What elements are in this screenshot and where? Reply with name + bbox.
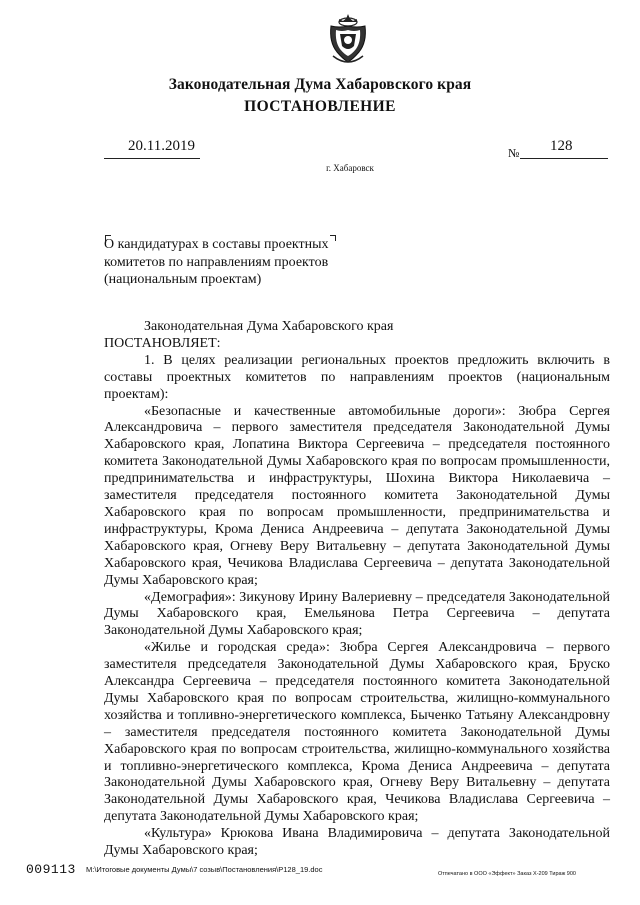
document-city: г. Хабаровск bbox=[326, 163, 374, 173]
body-paragraph: 1. В целях реализации региональных проектов предложить включить в составы проектных комитетов по направлениям проектов (национальным проектам): bbox=[104, 352, 610, 402]
coat-of-arms-icon bbox=[327, 12, 369, 68]
document-date: 20.11.2019 bbox=[128, 138, 195, 154]
date-underline bbox=[104, 158, 200, 159]
number-sign: № bbox=[508, 146, 520, 160]
document-type: ПОСТАНОВЛЕНИЕ bbox=[244, 98, 396, 115]
number-underline bbox=[520, 158, 608, 159]
footer-print-info: Отпечатано в ООО «Эффект» Заказ Х-209 Тираж 900 bbox=[438, 871, 576, 877]
footer-code: 009113 bbox=[26, 862, 76, 877]
subject-line: (национальным проектам) bbox=[104, 272, 262, 287]
resolution-word: ПОСТАНОВЛЯЕТ: bbox=[104, 335, 221, 351]
body-paragraph: «Безопасные и качественные автомобильные дороги»: Зюбра Сергея Александровича – первого заместителя председателя Законодательной Думы Хабаровского края, Лопатина Виктора Сергеевича – председателя постоянного комитета Законодательной Думы Хабаровского края по вопросам промышленности, предпринимательства и инфраструктуры, Шохина Виктора Николаевича – заместителя председателя постоянного комитета Законодательной Думы Хабаровского края по вопросам промышленности, предпринимательства и инфраструктуры, Крома Дениса Андреевича – депутата Законодательной Думы Хабаровского края, Огневу Веру Витальевну – депутата Законодательной Думы Хабаровского края, Чечикова Владислава Сергеевича – депутата Законодательной Думы Хабаровского края; bbox=[104, 403, 610, 588]
subject-line: комитетов по направлениям проектов bbox=[104, 254, 329, 270]
document-subject bbox=[104, 236, 354, 289]
body-paragraph: «Демография»: Зикунову Ирину Валериевну – председателя Законодательной Думы Хабаровского края, Емельянова Петра Сергеевича – депутата Законодательной Думы Хабаровского края; bbox=[104, 589, 610, 639]
body-paragraph: «Культура» Крюкова Ивана Владимировича – депутата Законодательной Думы Хабаровского края; bbox=[104, 826, 610, 859]
organization-title: Законодательная Дума Хабаровского края bbox=[168, 76, 472, 93]
subject-line: О кандидатурах в составы проектных bbox=[104, 237, 329, 252]
intro-line: Законодательная Дума Хабаровского края bbox=[144, 319, 394, 334]
document-body bbox=[104, 319, 610, 860]
footer-file-path: M:\Итоговые документы Думы\7 созыв\Постановления\P128_19.doc bbox=[86, 865, 323, 874]
document-number: 128 bbox=[550, 138, 573, 154]
body-paragraph: «Жилье и городская среда»: Зюбра Сергея Александровича – первого заместителя председателя Законодательной Думы Хабаровского края, Бруско Александра Сергеевича – председателя постоянного комитета Законодательной Думы Хабаровского края по вопросам строительства, жилищно-коммунального хозяйства и топливно-энергетического комплекса, Быченко Татьяну Александровну – заместителя председателя постоянного комитета Законодательной Думы Хабаровского края по вопросам строительства, жилищно-коммунального хозяйства и топливно-энергетического комплекса, Крома Дениса Андреевича – депутата Законодательной Думы Хабаровского края, Огневу Веру Витальевну – депутата Законодательной Думы Хабаровского края, Чечикова Владислава Сергеевича – депутата Законодательной Думы Хабаровского края; bbox=[104, 640, 610, 825]
